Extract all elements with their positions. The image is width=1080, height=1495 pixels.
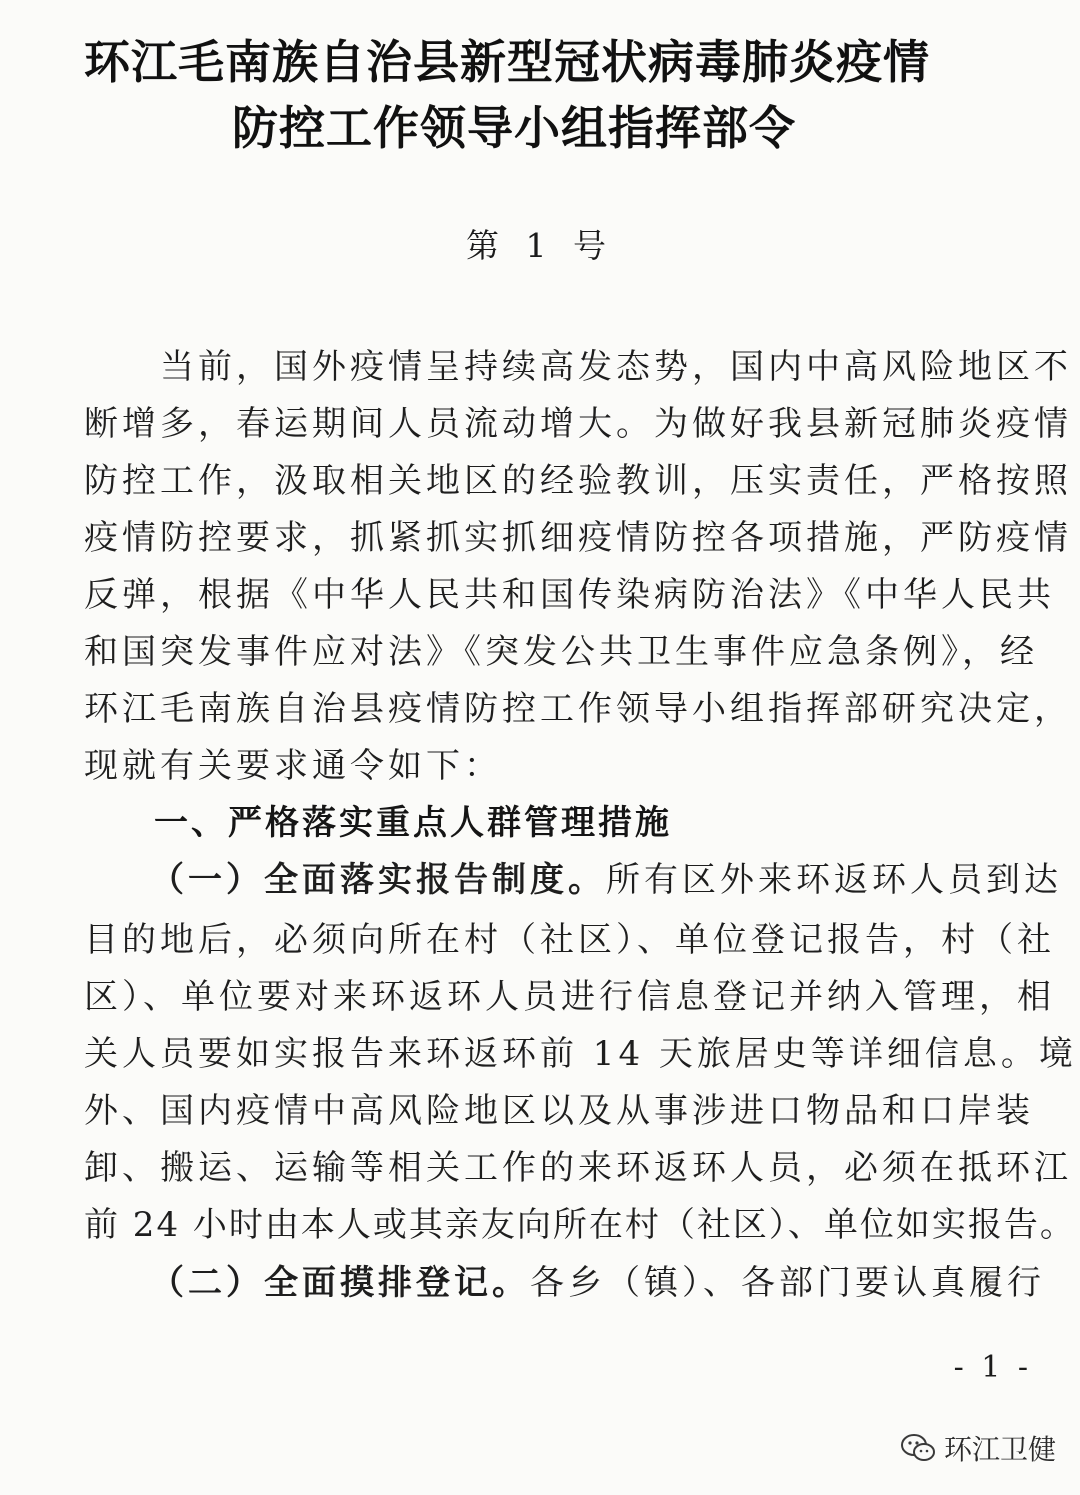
paragraph-line: 卸、搬运、运输等相关工作的来环返环人员，必须在抵环江: [84, 1148, 1072, 1188]
wechat-icon: [900, 1433, 936, 1463]
document-number: 第 1 号: [466, 226, 614, 265]
subsection-1-heading: （一）全面落实报告制度。: [150, 860, 606, 900]
paragraph-line: 当前，国外疫情呈持续高发态势，国内中高风险地区不: [160, 347, 1072, 387]
paragraph-line: 和国突发事件应对法》《突发公共卫生事件应急条例》，经: [84, 632, 1038, 672]
section-heading: 一、严格落实重点人群管理措施: [154, 803, 672, 843]
paragraph-line: 现就有关要求通令如下：: [84, 746, 502, 786]
source-watermark: [900, 1428, 1056, 1468]
subsection-1-first-line: [150, 858, 1062, 902]
document-title-line-1: 环江毛南族自治县新型冠状病毒肺炎疫情: [84, 35, 930, 89]
paragraph-line: 断增多，春运期间人员流动增大。为做好我县新冠肺炎疫情: [84, 404, 1072, 444]
page-number: - 1 -: [953, 1350, 1032, 1385]
paragraph-line: 反弹，根据《中华人民共和国传染病防治法》《中华人民共: [84, 575, 1055, 615]
paragraph-line: 目的地后，必须向所在村（社区）、单位登记报告，村（社: [84, 920, 1055, 960]
paragraph-line: 疫情防控要求，抓紧抓实抓细疫情防控各项措施，严防疫情: [84, 518, 1072, 558]
document-title-line-2: 防控工作领导小组指挥部令: [232, 101, 796, 155]
paragraph-line: 关人员要如实报告来环返环前 14 天旅居史等详细信息。境: [84, 1034, 1077, 1074]
paragraph-line: 防控工作，汲取相关地区的经验教训，压实责任，严格按照: [84, 461, 1072, 501]
paragraph-line: 外、国内疫情中高风险地区以及从事涉进口物品和口岸装: [84, 1091, 1034, 1131]
paragraph-line: 区）、单位要对来环返环人员进行信息登记并纳入管理，相: [84, 977, 1055, 1017]
subsection-2-heading: （二）全面摸排登记。: [150, 1263, 530, 1303]
subsection-2-first-line: [150, 1261, 1045, 1305]
subsection-1-first-line-text: 所有区外来环返环人员到达: [606, 860, 1062, 900]
paragraph-line: 环江毛南族自治县疫情防控工作领导小组指挥部研究决定，: [84, 689, 1072, 729]
paragraph-line: 前 24 小时由本人或其亲友向所在村（社区）、单位如实报告。: [84, 1205, 1076, 1245]
watermark-text: 环江卫健: [944, 1433, 1057, 1466]
subsection-2-first-line-text: 各乡（镇）、各部门要认真履行: [530, 1263, 1045, 1303]
